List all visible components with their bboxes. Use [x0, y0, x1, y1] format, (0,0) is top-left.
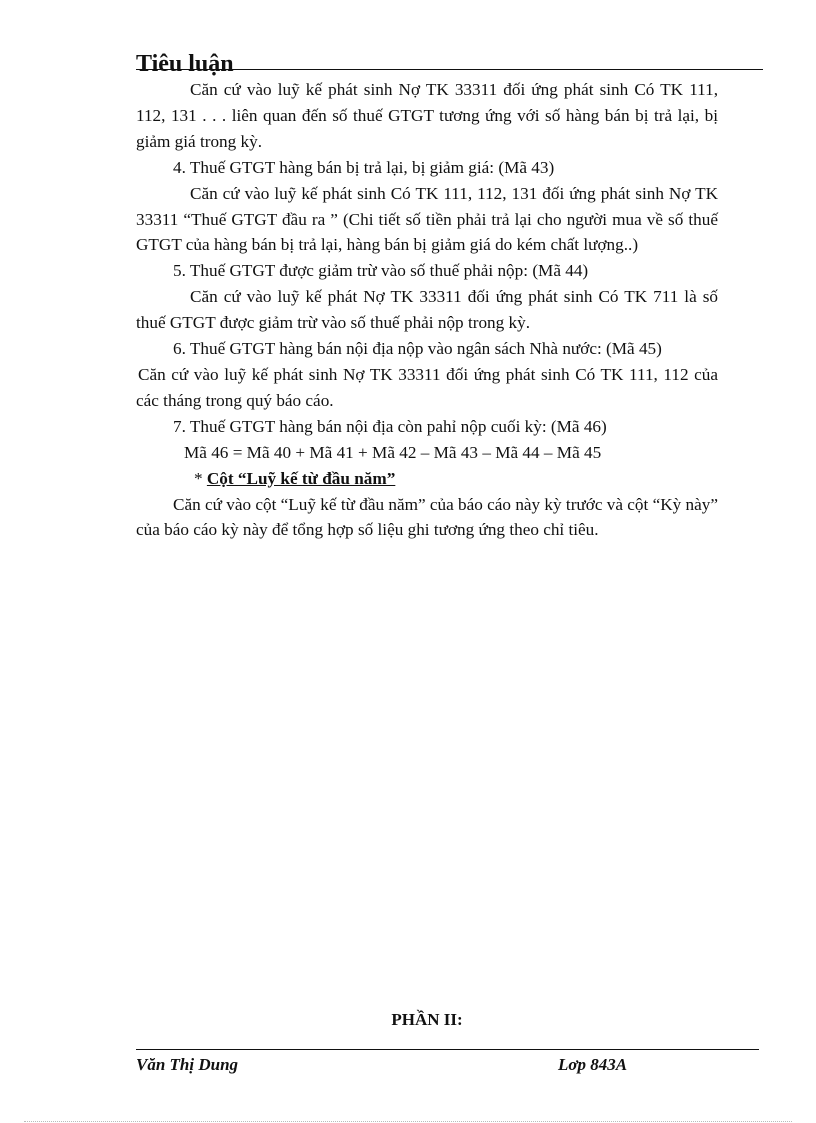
section-heading-text: Cột “Luỹ kế từ đầu năm” [206, 468, 396, 488]
formula-ma-46: Mã 46 = Mã 40 + Mã 41 + Mã 42 – Mã 43 – Mã 44 – Mã 45 [184, 442, 602, 462]
paragraph-luy-ke-no: Căn cứ vào luỹ kế phát sinh Nợ TK 33311 đối ứng phát sinh Có TK 111, 112, 131 . . . liên quan đến số thuế GTGT tương ứng với số hàng bán bị trả lại, bị giảm giá trong kỳ. [136, 80, 718, 151]
footer-author: Văn Thị Dung [136, 1055, 239, 1074]
paragraph-quy-bao-cao: Căn cứ vào luỹ kế phát sinh Nợ TK 33311 đối ứng phát sinh Có TK 111, 112 của các tháng trong quý báo cáo. [136, 364, 718, 410]
document-body [136, 77, 718, 543]
paragraph-tong-hop: Căn cứ vào cột “Luỹ kế từ đầu năm” của báo cáo này kỳ trước và cột “Kỳ này” của báo cáo kỳ này để tổng hợp số liệu ghi tương ứng theo chỉ tiêu. [136, 494, 718, 540]
header-rule [136, 69, 763, 70]
item-4-heading: 4. Thuế GTGT hàng bán bị trả lại, bị giảm giá: (Mã 43) [173, 157, 555, 177]
item-6-heading: 6. Thuế GTGT hàng bán nội địa nộp vào ngân sách Nhà nước: (Mã 45) [173, 339, 662, 359]
paragraph-giam-tru: Căn cứ vào luỹ kế phát Nợ TK 33311 đối ứng phát sinh Có TK 711 là số thuế GTGT được giảm trừ vào số thuế phải nộp trong kỳ. [136, 287, 718, 333]
footer-rule [136, 1049, 759, 1050]
item-5-heading: 5. Thuế GTGT được giảm trừ vào số thuế phải nộp: (Mã 44) [173, 261, 589, 281]
paragraph-luy-ke-co: Căn cứ vào luỹ kế phát sinh Có TK 111, 112, 131 đối ứng phát sinh Nợ TK 33311 “Thuế GTGT đầu ra ” (Chi tiết số tiền phải trả lại cho người mua về số thuế GTGT của hàng bán bị trả lại, hàng bán bị giảm giá do kém chất lượng..) [136, 183, 718, 255]
item-7-heading: 7. Thuế GTGT hàng bán nội địa còn pahỉ nộp cuối kỳ: (Mã 46) [173, 416, 607, 436]
part-title: PHẦN II: [391, 1010, 463, 1029]
footer-class: Lơp 843A [558, 1055, 628, 1074]
bullet-asterisk: * [194, 468, 207, 488]
page-bottom-dots [24, 1121, 792, 1122]
section-heading-luy-ke [136, 466, 718, 492]
page-header-title: Tiêu luận [136, 51, 234, 77]
